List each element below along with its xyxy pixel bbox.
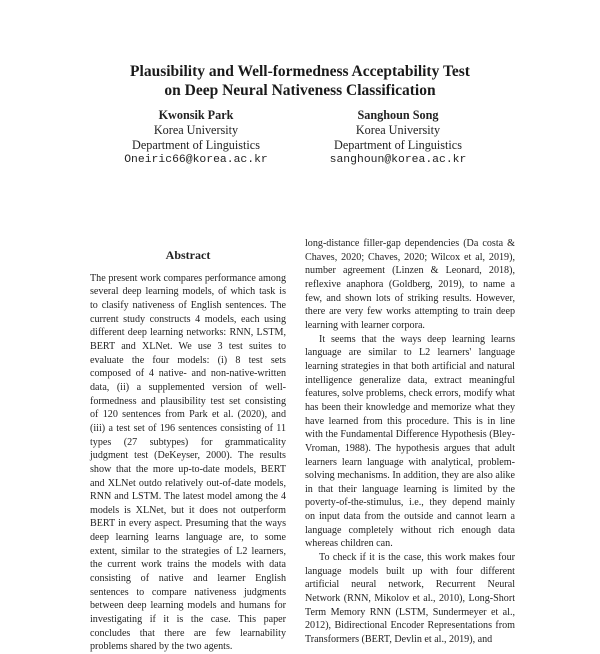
author-email: sanghoun@korea.ac.kr: [329, 154, 467, 166]
right-column: [305, 237, 515, 647]
title-line-2: on Deep Neural Nativeness Classification: [164, 82, 436, 99]
author-department: Department of Linguistics: [334, 138, 462, 152]
author-2: [288, 108, 508, 168]
body-paragraph: To check if it is the case, this work makes four language models built up with four different artificial neural network, Recurrent Neural Network (RNN, Mikolov et al., 2010), Long-Short Term Memory RNN (LSTM, Sundermeyer et al., 2012), Bidirectional Encoder Representations from Transformers (BERT, Devlin et al., 2019), and: [305, 552, 515, 646]
author-name: Kwonsik Park: [158, 108, 234, 122]
author-department: Department of Linguistics: [132, 138, 260, 152]
author-affiliation: Korea University: [355, 123, 441, 137]
abstract-heading: Abstract: [165, 248, 211, 262]
body-paragraph: long-distance filler-gap dependencies (Da costa & Chaves, 2020; Chaves, 2020; Wilcox et al, 2019), number agreement (Linzen & Leonard, 2018), reflexive anaphora (Goldberg, 2019), to name a few, and shown lots of striking results. However, there are very few works attempting to train deep learning with learner corpora.: [305, 238, 515, 331]
author-1: [86, 108, 306, 168]
author-name: Sanghoun Song: [357, 108, 439, 122]
author-email: Oneiric66@korea.ac.kr: [124, 154, 268, 166]
title-line-1: Plausibility and Well-formedness Acceptability Test: [130, 63, 470, 80]
body-paragraph: It seems that the ways deep learning learns language are similar to L2 learners' language learning strategies in that both artificial and natural intelligence generalize data, extract meaningful features, solve problems, check errors, modify what has been their knowledge and memorize what they have learned from this procedure. This is in line with the Fundamental Difference Hypothesis (Bley-Vroman, 1988). The hypothesis argues that adult learners learn language with analytical, problem-solving mechanisms. In addition, they are also alike in that their language learning is limited by the poverty-of-the-stimulus, i.e., they depend mainly on input data from the outside and cannot learn a language completely without rich enough data whereas children can.: [305, 333, 515, 550]
paper-title: [0, 62, 600, 100]
author-affiliation: Korea University: [153, 123, 239, 137]
left-column: [90, 249, 286, 654]
abstract-text: The present work compares performance among several deep learning models, of which task is to clasify nativeness of English sentences. The current study constructs 4 models, each using different deep learning networks: RNN, LSTM, BERT and XLNet. We use 3 test suites to evaluate the four models: (i) 8 test sets composed of 4 native- and non-native-written data, (ii) a supplemented version of well-formedness and plausibility test set consisting of 120 sentences from Park et al. (2020), and (iii) a test set of 196 sentences consisting of 11 types (27 subtypes) for grammaticality judgment test (DeKeyser, 2000). The results show that the more up-to-date models, BERT and XLNet outdo relatively out-of-date models, RNN and LSTM. The latest model among the 4 models is XLNet, but it does not outperform BERT in every aspect. Presuming that the ways deep learning learns language are, to some extent, similar to the strategies of L2 learners, the current work trains the models with data consisting of native and learner English sentences to compare nativeness judgments between deep learning models and humans for investigating if it is the case. This paper concludes that there are few learnability problems shared by the two agents.: [90, 272, 286, 653]
